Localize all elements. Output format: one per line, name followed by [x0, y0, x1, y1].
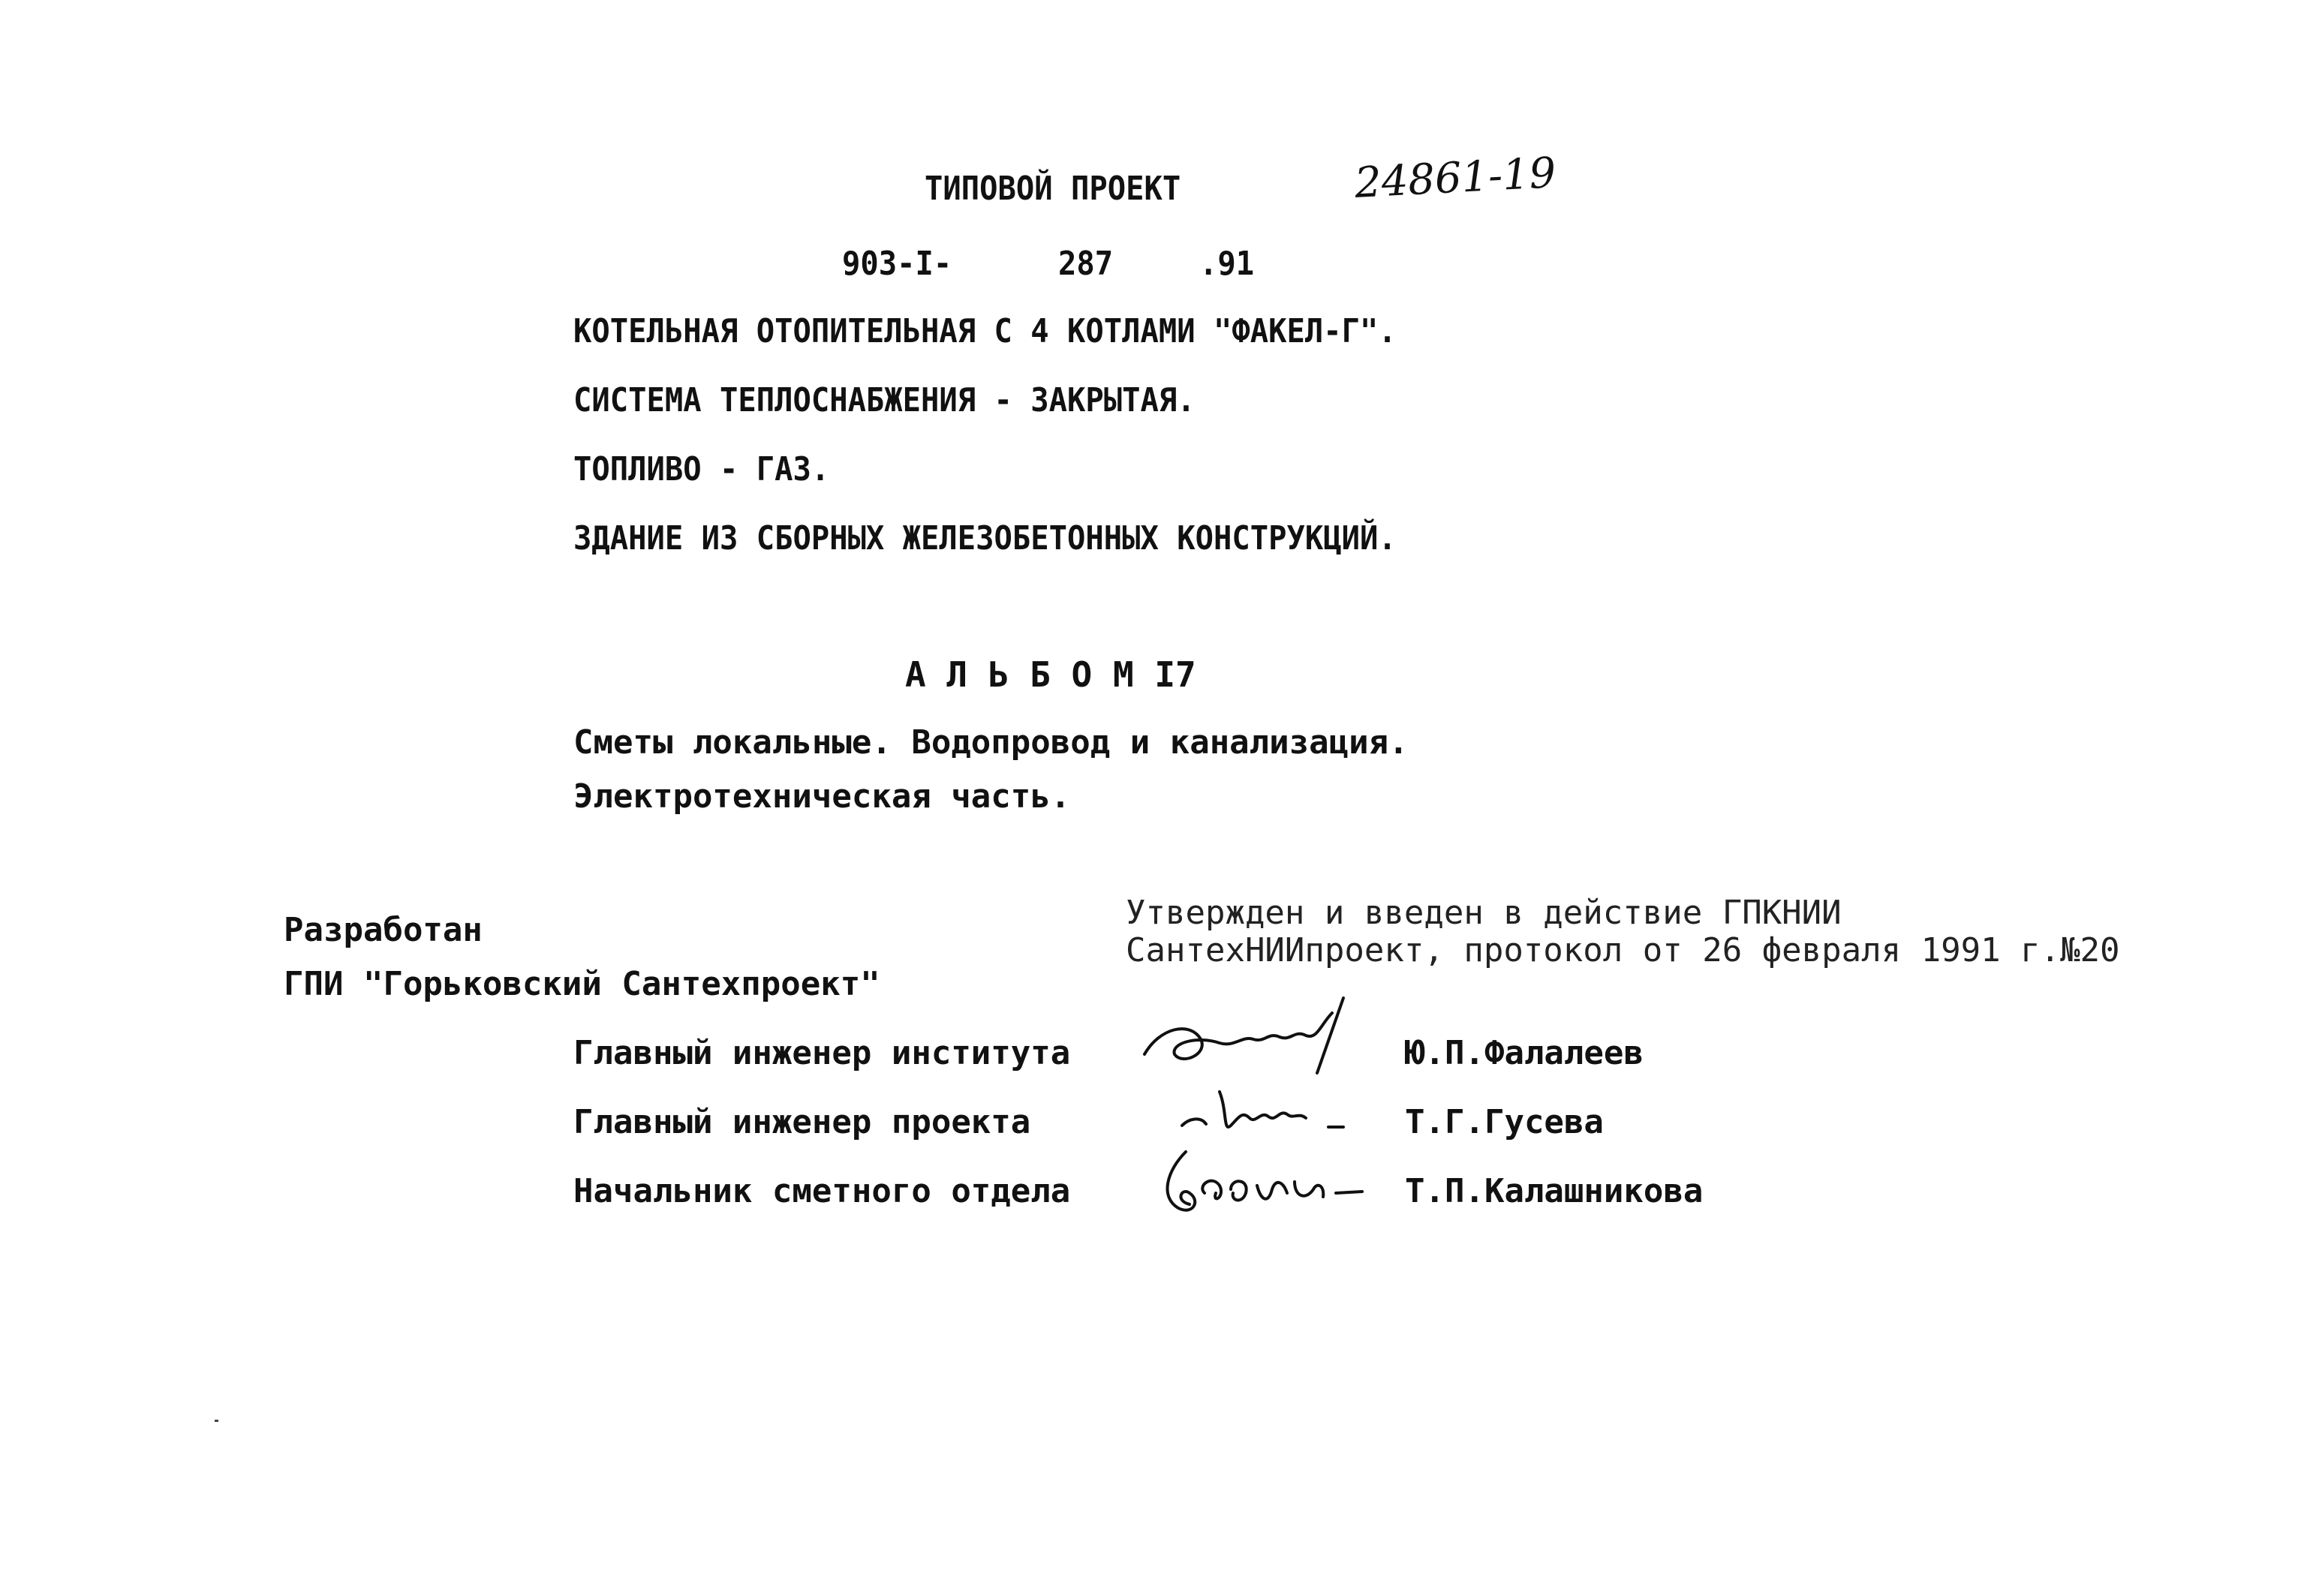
signatory-name: Т.Г.Гусева: [1405, 1103, 1604, 1141]
scan-speck: [215, 1420, 218, 1422]
signature-chief-engineer-project: [1167, 1081, 1392, 1148]
album-subtitle-line: Электротехническая часть.: [573, 777, 1071, 816]
signature-chief-engineer-institute: [1129, 983, 1370, 1081]
signatory-position: Начальник сметного отдела: [573, 1172, 1071, 1210]
description-line: ТОПЛИВО - ГАЗ.: [573, 450, 830, 488]
signatory-position: Главный инженер института: [573, 1034, 1071, 1072]
signatory-name: Ю.П.Фалалеев: [1405, 1034, 1644, 1072]
description-line: ЗДАНИЕ ИЗ СБОРНЫХ ЖЕЛЕЗОБЕТОННЫХ КОНСТРУКЦИЙ.: [573, 519, 1397, 558]
project-code-series: 903-I-: [842, 245, 952, 283]
project-code-suffix: .91: [1199, 245, 1255, 283]
developer-organization: ГПИ "Горьковский Сантехпроект": [284, 965, 880, 1003]
signatory-position: Главный инженер проекта: [573, 1103, 1031, 1141]
handwritten-registration-number: 24861-19: [1353, 149, 1557, 208]
signature-head-estimate-department: [1144, 1141, 1385, 1223]
album-title: А Л Ь Б О М I7: [905, 654, 1196, 695]
album-subtitle-line: Сметы локальные. Водопровод и канализация.: [573, 723, 1409, 762]
description-line: СИСТЕМА ТЕПЛОСНАБЖЕНИЯ - ЗАКРЫТАЯ.: [573, 381, 1196, 419]
approval-line: СантехНИИпроект, протокол от 26 февраля 1991 г.№20: [1126, 931, 2120, 969]
developer-label: Разработан: [284, 911, 483, 949]
description-line: КОТЕЛЬНАЯ ОТОПИТЕЛЬНАЯ С 4 КОТЛАМИ "ФАКЕЛ-Г".: [573, 312, 1397, 350]
project-code-number: 287: [1058, 245, 1114, 283]
signatory-name: Т.П.Калашникова: [1405, 1172, 1704, 1210]
approval-line: Утвержден и введен в действие ГПКНИИ: [1126, 894, 1842, 932]
project-type-title: ТИПОВОЙ ПРОЕКТ: [925, 170, 1181, 208]
